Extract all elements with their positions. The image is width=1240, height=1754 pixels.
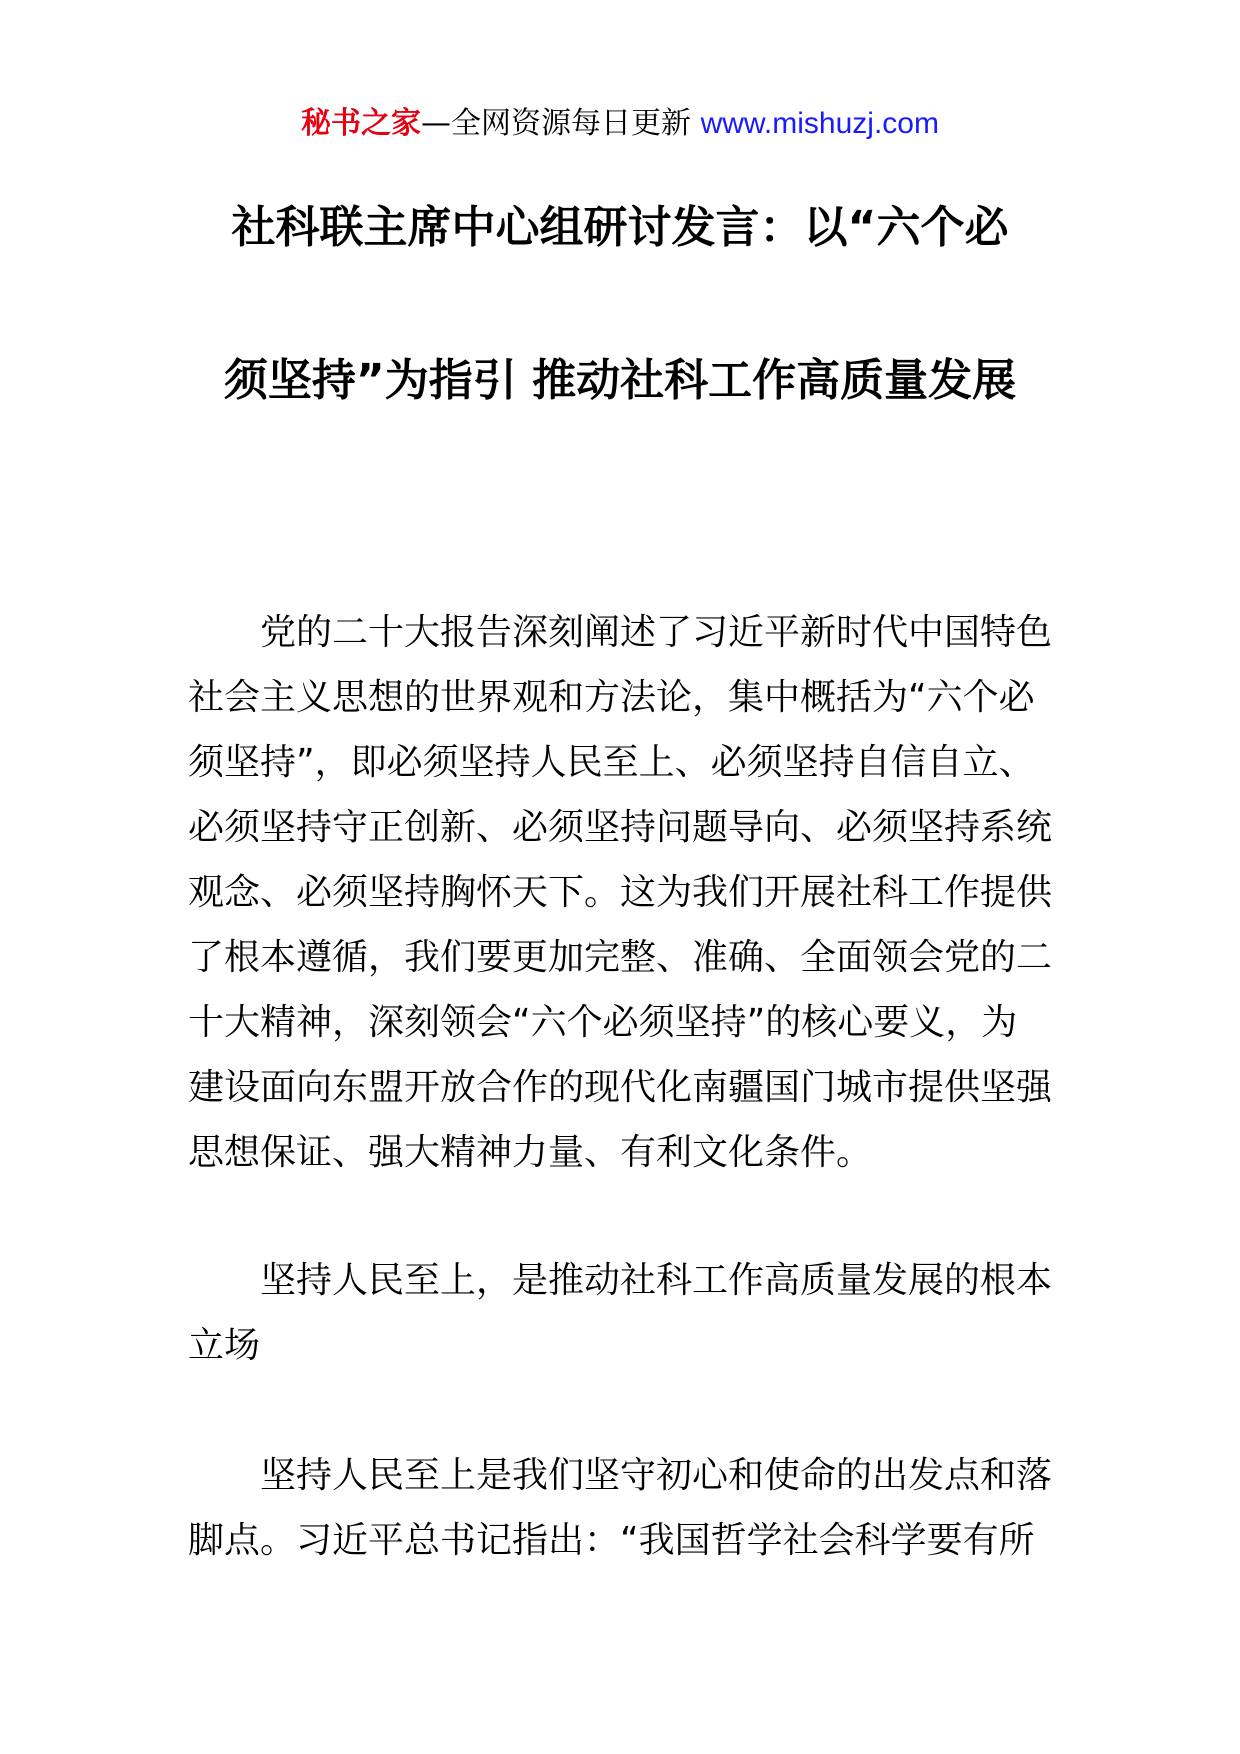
header-tagline: —全网资源每日更新	[421, 106, 701, 141]
paragraph-people-first	[188, 1443, 1058, 1573]
paragraph-line: 坚持人民至上是我们坚守初心和使命的出发点和落	[260, 1455, 1053, 1496]
paragraph-line: 必须坚持守正创新、必须坚持问题导向、必须坚持系统	[188, 807, 1053, 848]
heading-line: 坚持人民至上，是推动社科工作高质量发展的根本	[260, 1260, 1053, 1301]
paragraph-line: 社会主义思想的世界观和方法论，集中概括为“六个必	[188, 677, 1035, 718]
document-title-line-2: 须坚持”为指引 推动社科工作高质量发展	[223, 355, 1017, 406]
section-heading-people-first	[188, 1248, 1058, 1378]
site-header	[0, 104, 1240, 144]
site-url-link[interactable]: www.mishuzj.com	[700, 107, 939, 140]
heading-line: 立场	[188, 1325, 261, 1366]
brand-name: 秘书之家	[301, 106, 422, 141]
document-title-line-1: 社科联主席中心组研讨发言：以“六个必	[231, 202, 1009, 253]
paragraph-line: 十大精神，深刻领会“六个必须坚持”的核心要义，为	[188, 1002, 1018, 1043]
paragraph-line: 建设面向东盟开放合作的现代化南疆国门城市提供坚强	[188, 1067, 1053, 1108]
paragraph-line: 观念、必须坚持胸怀天下。这为我们开展社科工作提供	[188, 872, 1053, 913]
paragraph-line: 了根本遵循，我们要更加完整、准确、全面领会党的二	[188, 937, 1053, 978]
paragraph-line: 脚点。习近平总书记指出：“我国哲学社会科学要有所	[188, 1520, 1035, 1561]
paragraph-line: 思想保证、强大精神力量、有利文化条件。	[188, 1132, 873, 1173]
paragraph-line: 须坚持”，即必须坚持人民至上、必须坚持自信自立、	[188, 742, 1035, 783]
paragraph-intro	[188, 600, 1058, 1185]
paragraph-line: 党的二十大报告深刻阐述了习近平新时代中国特色	[260, 612, 1053, 653]
